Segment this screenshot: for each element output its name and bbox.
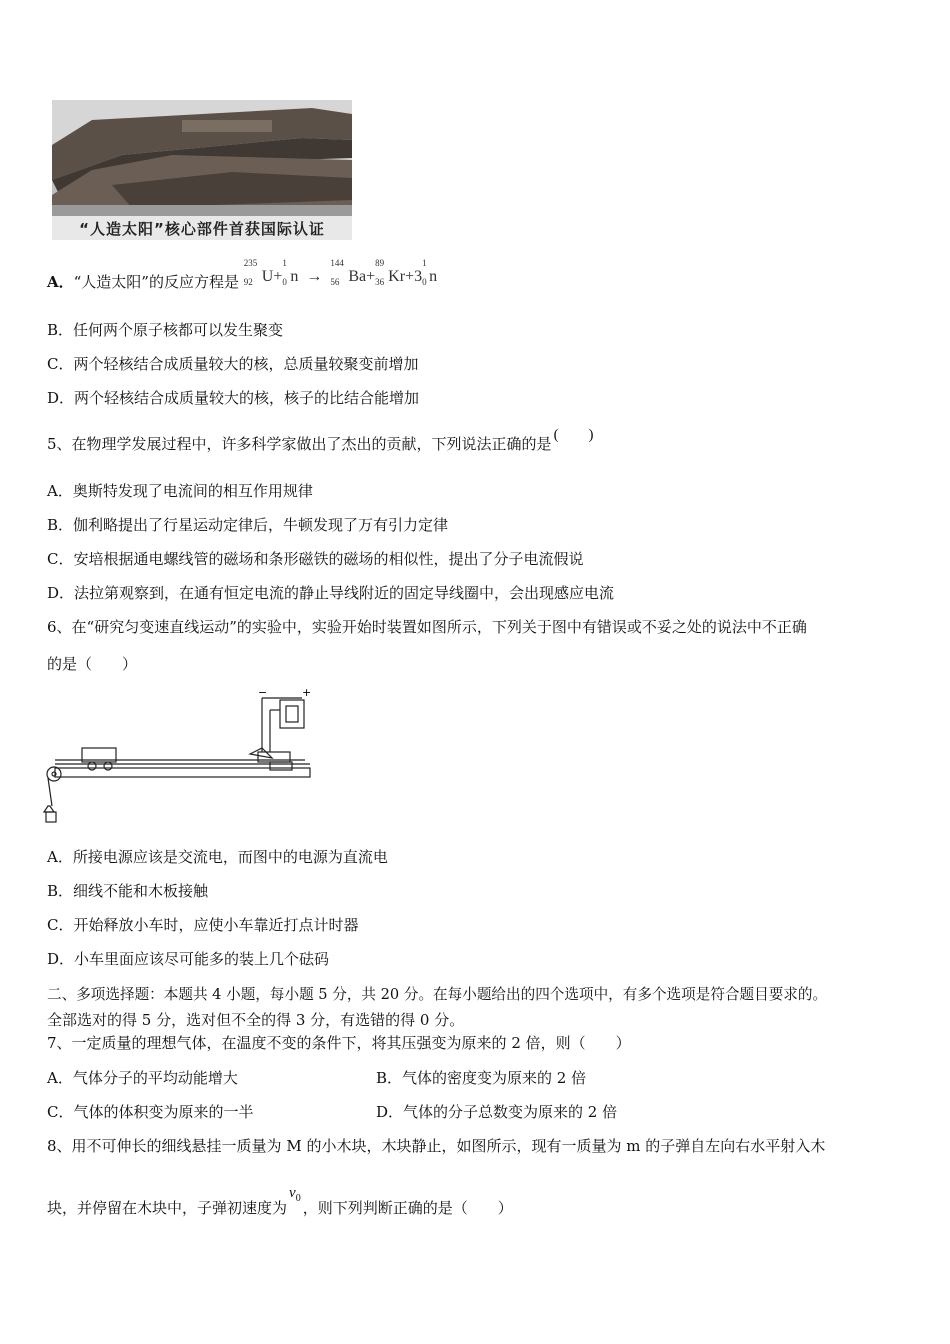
q8-stem-line2-a: 块，并停留在木块中，子弹初速度为 xyxy=(47,1199,288,1217)
q7-option-d: D．气体的分子总数变为原来的 2 倍 xyxy=(376,1103,618,1121)
q4-option-c: C．两个轻核结合成质量较大的核，总质量较聚变前增加 xyxy=(47,355,419,373)
section2-line2: 全部选对的得 5 分，选对但不全的得 3 分，有选错的得 0 分。 xyxy=(47,1011,465,1029)
q6-stem-line2: 的是（ ） xyxy=(47,655,138,673)
q8-stem-line2-b: ，则下列判断正确的是（ ） xyxy=(302,1199,513,1217)
reaction-equation: 235 92 U+ 1 0 n → 144 56 Ba+ 89 36 Kr+3 1 0 n xyxy=(243,258,438,287)
initial-velocity-symbol: $v_0$ xyxy=(289,1185,301,1204)
q4-option-a-text: “人造太阳”的反应方程是 xyxy=(73,273,239,291)
hook-icon xyxy=(44,806,54,812)
q5-option-d: D．法拉第观察到，在通有恒定电流的静止导线附近的固定导线圈中，会出现感应电流 xyxy=(47,584,615,602)
q5-option-b: B．伽利略提出了行星运动定律后，牛顿发现了万有引力定律 xyxy=(47,516,449,534)
experiment-apparatus-diagram xyxy=(40,688,320,823)
q4-option-a xyxy=(47,258,438,293)
q8-stem-line2 xyxy=(47,1185,513,1225)
q4-option-b: B．任何两个原子核都可以发生聚变 xyxy=(47,321,284,339)
q5-stem-text: 5、在物理学发展过程中，许多科学家做出了杰出的贡献，下列说法正确的是 xyxy=(47,435,552,453)
artificial-sun-photo xyxy=(52,100,352,240)
q6-option-c: C．开始释放小车时，应使小车靠近打点计时器 xyxy=(47,916,359,934)
q7-option-c: C．气体的体积变为原来的一半 xyxy=(47,1103,254,1121)
power-supply-icon xyxy=(280,700,304,728)
q5-answer-blank: ( ) xyxy=(553,427,594,443)
q7-option-a: A．气体分子的平均动能增大 xyxy=(47,1069,238,1087)
q6-option-b: B．细线不能和木板接触 xyxy=(47,882,209,900)
pulley-icon xyxy=(47,767,61,781)
weight-icon xyxy=(46,812,56,822)
q6-option-d: D．小车里面应该尽可能多的装上几个砝码 xyxy=(47,950,330,968)
q5-option-c: C．安培根据通电螺线管的磁场和条形磁铁的磁场的相似性，提出了分子电流假说 xyxy=(47,550,584,568)
hanging-string xyxy=(48,778,52,806)
q7-option-b: B．气体的密度变为原来的 2 倍 xyxy=(376,1069,587,1087)
q8-stem-line1: 8、用不可伸长的细线悬挂一质量为 M 的小木块，木块静止，如图所示，现有一质量为 m 的子弹自左向右水平射入木 xyxy=(47,1137,826,1155)
section2-line1: 二、多项选择题：本题共 4 小题，每小题 5 分，共 20 分。在每小题给出的四个选项中，有多个选项是符合题目要求的。 xyxy=(47,986,828,1003)
q6-stem-line1: 6、在“研究匀变速直线运动”的实验中，实验开始时装置如图所示，下列关于图中有错误或不妥之处的说法中不正确 xyxy=(47,618,807,636)
plus-sign: + xyxy=(302,688,312,699)
minus-sign: − xyxy=(258,688,268,699)
q4-option-a-label: A． xyxy=(47,273,74,291)
q5-stem xyxy=(47,427,594,455)
q5-option-a: A．奥斯特发现了电流间的相互作用规律 xyxy=(47,482,313,500)
q4-option-d: D．两个轻核结合成质量较大的核，核子的比结合能增加 xyxy=(47,389,420,407)
q6-option-a: A．所接电源应该是交流电，而图中的电源为直流电 xyxy=(47,848,388,866)
photo-caption: “人造太阳”核心部件首获国际认证 xyxy=(52,216,352,240)
q7-stem: 7、一定质量的理想气体，在温度不变的条件下，将其压强变为原来的 2 倍，则（ ） xyxy=(47,1034,631,1052)
